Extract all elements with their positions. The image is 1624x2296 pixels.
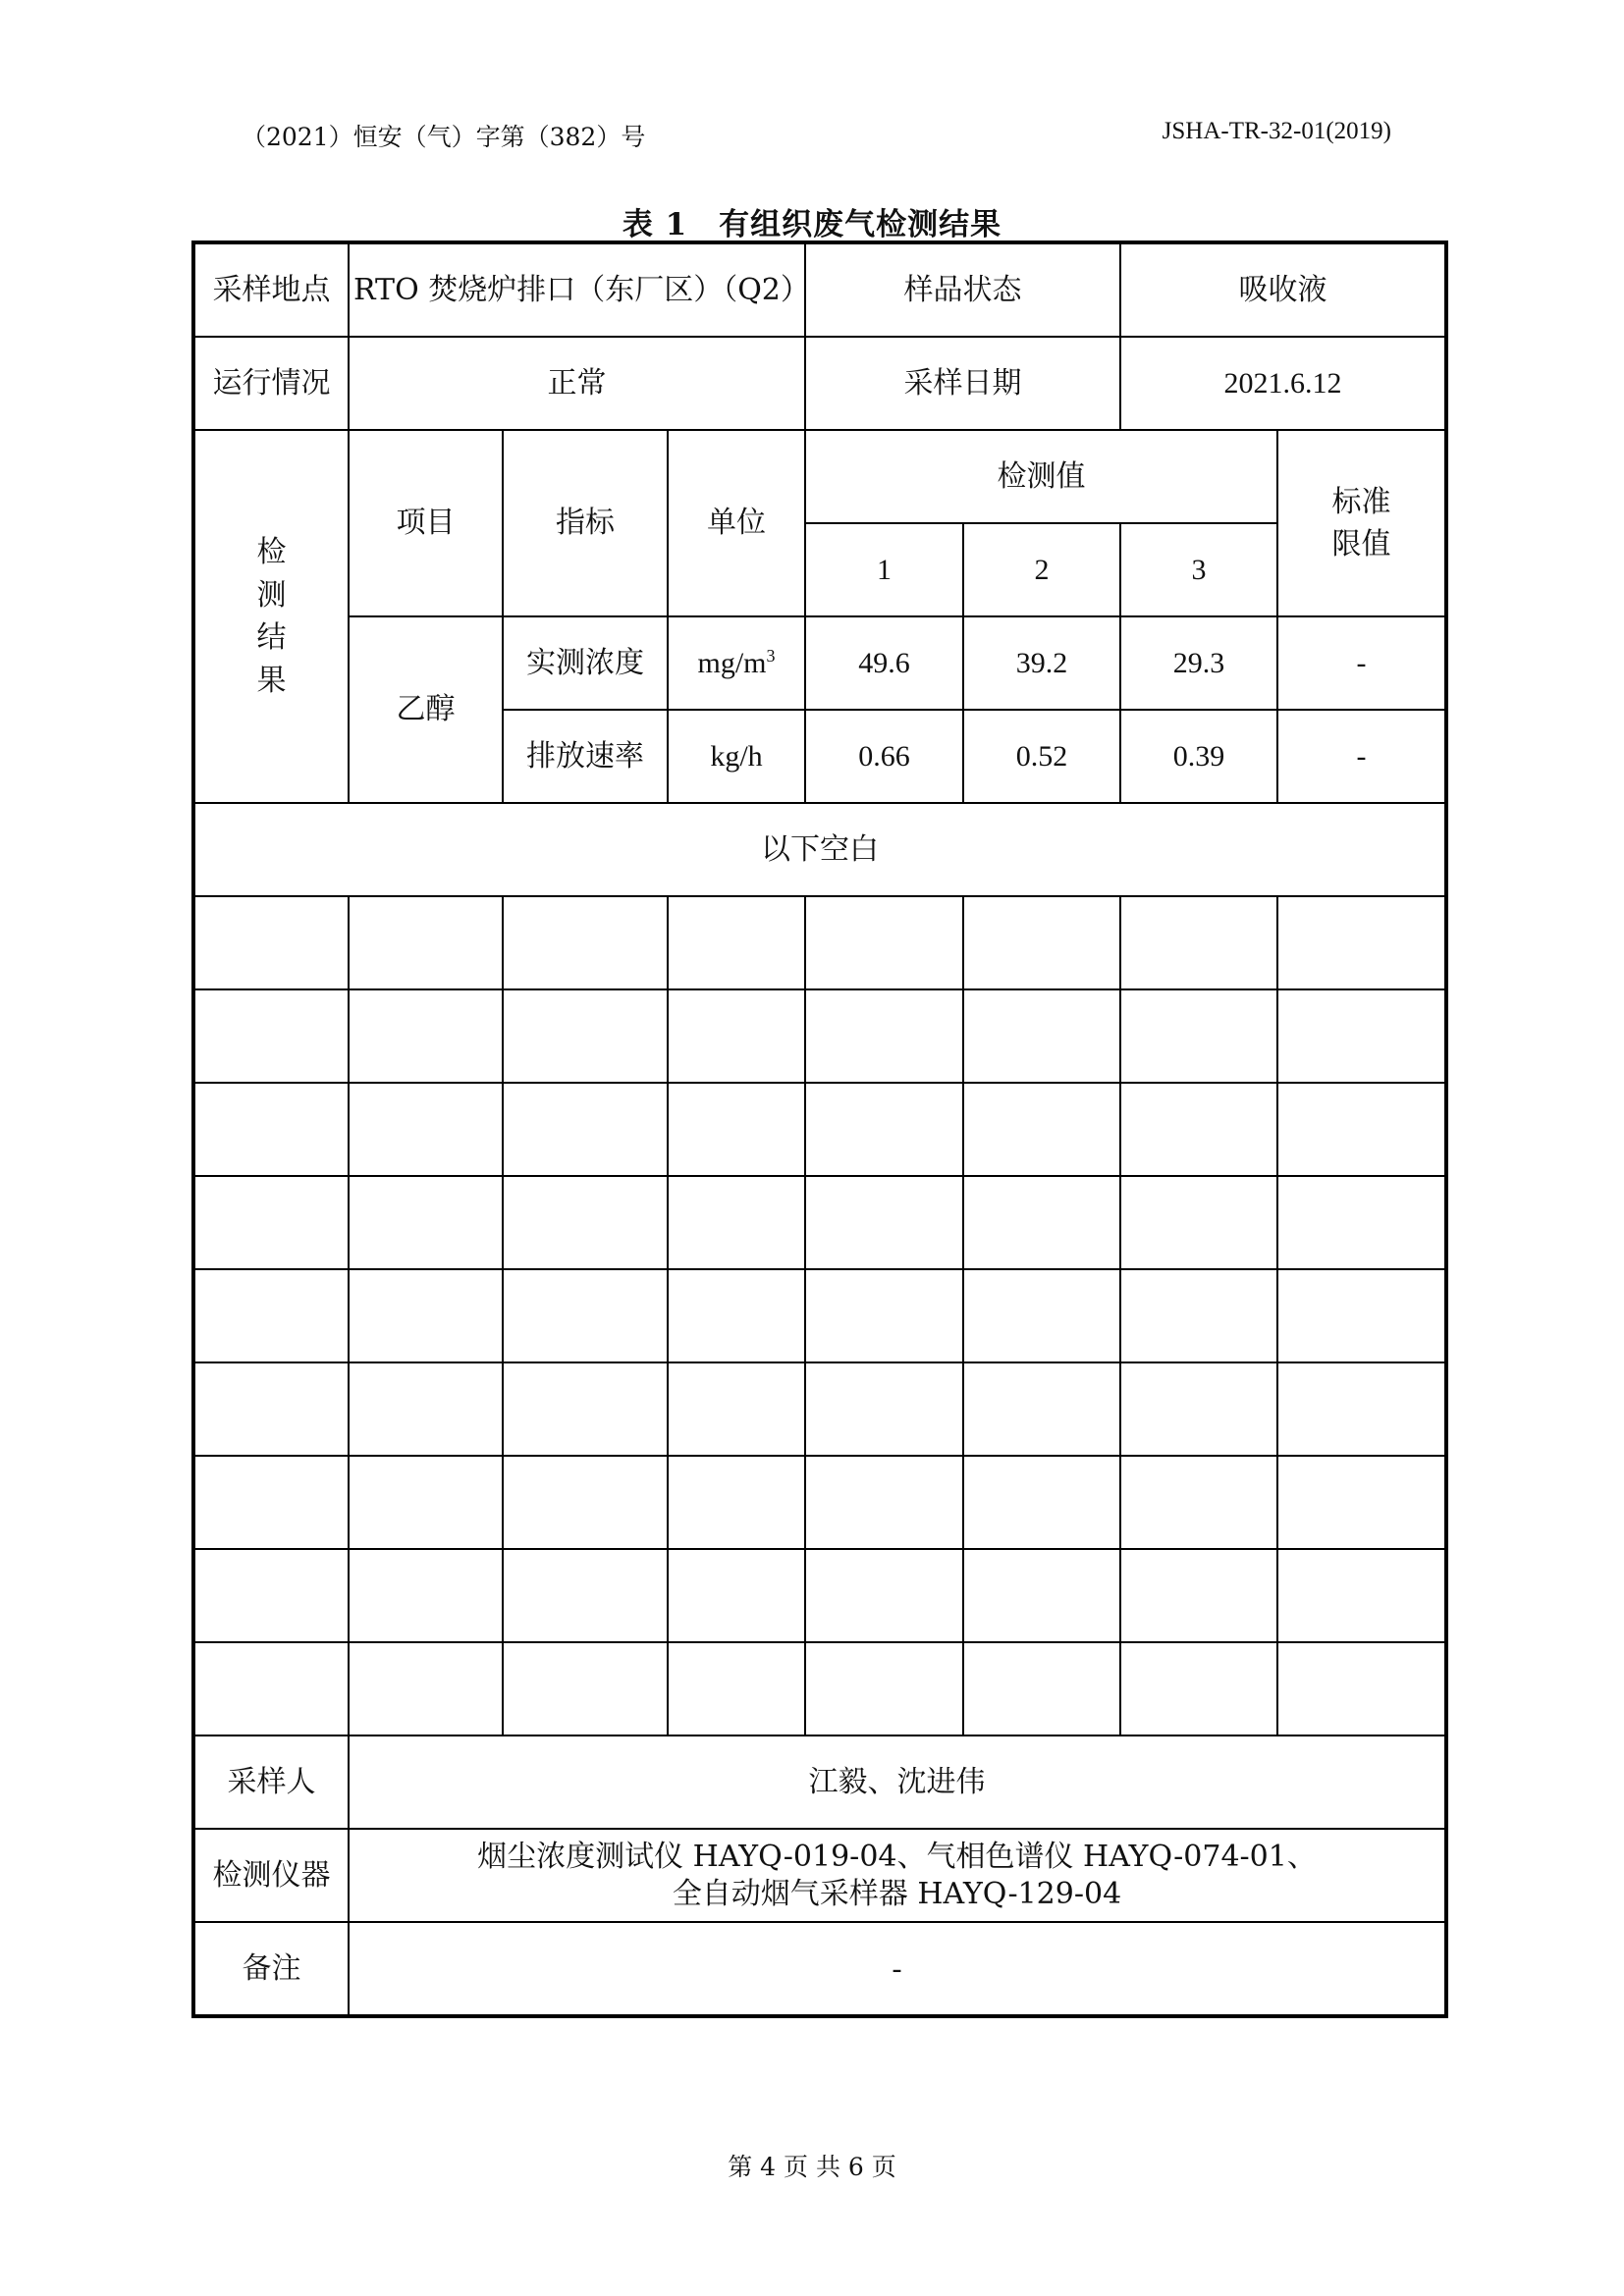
unit-text: mg/m xyxy=(697,646,767,679)
operation-value: 正常 xyxy=(349,337,805,430)
sample-state-label: 样品状态 xyxy=(805,242,1120,337)
document-code: JSHA-TR-32-01(2019) xyxy=(1162,118,1391,144)
value-3: 29.3 xyxy=(1120,616,1277,710)
blank-cell xyxy=(668,896,805,989)
blank-cell xyxy=(805,1269,963,1362)
remark-value: - xyxy=(349,1922,1446,2016)
blank-cell xyxy=(805,1456,963,1549)
header-unit: 单位 xyxy=(668,430,805,616)
page-footer: 第 4 页 共 6 页 xyxy=(728,2153,896,2181)
blank-cell xyxy=(503,1176,668,1269)
table-title: 表 1 有组织废气检测结果 xyxy=(622,207,1002,242)
table-row xyxy=(193,616,1446,710)
blank-cell xyxy=(1120,896,1277,989)
instrument-value xyxy=(349,1829,1446,1922)
blank-cell xyxy=(805,896,963,989)
header-sample-3: 3 xyxy=(1120,523,1277,616)
value-1: 49.6 xyxy=(805,616,963,710)
blank-cell xyxy=(349,1176,503,1269)
unit xyxy=(668,616,805,710)
sampling-date-label: 采样日期 xyxy=(805,337,1120,430)
blank-cell xyxy=(193,1456,349,1549)
blank-cell xyxy=(193,896,349,989)
header-standard-text: 标准限值 xyxy=(1331,484,1391,561)
blank-cell xyxy=(1277,1456,1446,1549)
blank-cell xyxy=(1277,989,1446,1083)
instrument-line-2: 全自动烟气采样器 HAYQ-129-04 xyxy=(672,1876,1122,1911)
instrument-label: 检测仪器 xyxy=(193,1829,349,1922)
value-2: 0.52 xyxy=(963,710,1120,803)
blank-cell xyxy=(193,1083,349,1176)
header-sample-1: 1 xyxy=(805,523,963,616)
blank-cell xyxy=(963,1269,1120,1362)
sampler-value: 江毅、沈进伟 xyxy=(349,1735,1446,1829)
item-name: 乙醇 xyxy=(349,616,503,803)
value-1: 0.66 xyxy=(805,710,963,803)
value-3: 0.39 xyxy=(1120,710,1277,803)
blank-cell xyxy=(503,1549,668,1642)
blank-cell xyxy=(1277,1549,1446,1642)
blank-cell xyxy=(349,1549,503,1642)
blank-cell xyxy=(963,1549,1120,1642)
results-section-label xyxy=(193,430,349,803)
table-row xyxy=(193,430,1446,523)
blank-cell xyxy=(1120,1362,1277,1456)
table-row xyxy=(193,1829,1446,1922)
blank-cell xyxy=(349,989,503,1083)
blank-row xyxy=(193,1083,1446,1176)
table-row xyxy=(193,1735,1446,1829)
blank-cell xyxy=(1277,896,1446,989)
blank-row xyxy=(193,1362,1446,1456)
blank-cell xyxy=(1277,1083,1446,1176)
standard-limit: - xyxy=(1277,710,1446,803)
blank-cell xyxy=(805,1549,963,1642)
blank-cell xyxy=(503,896,668,989)
blank-cell xyxy=(805,1362,963,1456)
remark-label: 备注 xyxy=(193,1922,349,2016)
blank-cell xyxy=(503,1083,668,1176)
blank-cell xyxy=(1277,1176,1446,1269)
header-measured: 检测值 xyxy=(805,430,1277,523)
blank-cell xyxy=(805,1083,963,1176)
blank-cell xyxy=(668,1176,805,1269)
blank-cell xyxy=(349,1269,503,1362)
blank-cell xyxy=(349,1642,503,1735)
blank-cell xyxy=(1277,1362,1446,1456)
results-section-text: 检测结果 xyxy=(256,535,287,698)
blank-row xyxy=(193,1549,1446,1642)
sampling-site-label: 采样地点 xyxy=(193,242,349,337)
blank-cell xyxy=(193,1642,349,1735)
sampling-date-value: 2021.6.12 xyxy=(1120,337,1446,430)
blank-cell xyxy=(805,989,963,1083)
blank-cell xyxy=(1277,1269,1446,1362)
sampling-site-value: RTO 焚烧炉排口（东厂区）（Q2） xyxy=(349,242,805,337)
blank-row xyxy=(193,989,1446,1083)
blank-cell xyxy=(1120,1083,1277,1176)
table-row xyxy=(193,803,1446,896)
blank-cell xyxy=(1120,1549,1277,1642)
indicator: 排放速率 xyxy=(503,710,668,803)
blank-cell xyxy=(349,1083,503,1176)
unit: kg/h xyxy=(668,710,805,803)
blank-cell xyxy=(963,1642,1120,1735)
blank-row xyxy=(193,1269,1446,1362)
unit-superscript: 3 xyxy=(766,645,776,666)
blank-cell xyxy=(1277,1642,1446,1735)
sampler-label: 采样人 xyxy=(193,1735,349,1829)
blank-cell xyxy=(668,1456,805,1549)
blank-cell xyxy=(349,1456,503,1549)
blank-cell xyxy=(193,1269,349,1362)
blank-cell xyxy=(668,1549,805,1642)
blank-row xyxy=(193,1456,1446,1549)
results-table xyxy=(191,240,1448,2018)
blank-cell xyxy=(805,1176,963,1269)
blank-cell xyxy=(668,1083,805,1176)
operation-label: 运行情况 xyxy=(193,337,349,430)
blank-cell xyxy=(349,1362,503,1456)
blank-row xyxy=(193,1642,1446,1735)
sample-state-value: 吸收液 xyxy=(1120,242,1446,337)
blank-cell xyxy=(963,1176,1120,1269)
blank-cell xyxy=(668,1362,805,1456)
blank-cell xyxy=(1120,1642,1277,1735)
blank-cell xyxy=(963,1456,1120,1549)
table-row xyxy=(193,1922,1446,2016)
table-row xyxy=(193,337,1446,430)
blank-cell xyxy=(668,1269,805,1362)
blank-cell xyxy=(193,1549,349,1642)
instrument-line-1: 烟尘浓度测试仪 HAYQ-019-04、气相色谱仪 HAYQ-074-01、 xyxy=(477,1840,1317,1874)
header-indicator: 指标 xyxy=(503,430,668,616)
blank-cell xyxy=(805,1642,963,1735)
blank-cell xyxy=(349,896,503,989)
blank-cell xyxy=(1120,1269,1277,1362)
standard-limit: - xyxy=(1277,616,1446,710)
blank-cell xyxy=(1120,1176,1277,1269)
blank-cell xyxy=(963,1083,1120,1176)
blank-cell xyxy=(668,1642,805,1735)
header-sample-2: 2 xyxy=(963,523,1120,616)
blank-cell xyxy=(503,1269,668,1362)
blank-cell xyxy=(193,1362,349,1456)
blank-cell xyxy=(193,989,349,1083)
blank-cell xyxy=(1120,1456,1277,1549)
indicator: 实测浓度 xyxy=(503,616,668,710)
blank-cell xyxy=(503,1642,668,1735)
blank-row xyxy=(193,896,1446,989)
blank-cell xyxy=(503,1362,668,1456)
blank-cell xyxy=(503,989,668,1083)
header-standard xyxy=(1277,430,1446,616)
blank-cell xyxy=(193,1176,349,1269)
report-number: （2021）恒安（气）字第（382）号 xyxy=(242,123,646,151)
blank-note: 以下空白 xyxy=(193,803,1446,896)
value-2: 39.2 xyxy=(963,616,1120,710)
blank-cell xyxy=(1120,989,1277,1083)
header-item: 项目 xyxy=(349,430,503,616)
blank-cell xyxy=(503,1456,668,1549)
blank-cell xyxy=(963,896,1120,989)
blank-rows xyxy=(193,896,1446,1735)
table-row xyxy=(193,242,1446,337)
blank-cell xyxy=(668,989,805,1083)
blank-cell xyxy=(963,1362,1120,1456)
blank-row xyxy=(193,1176,1446,1269)
blank-cell xyxy=(963,989,1120,1083)
